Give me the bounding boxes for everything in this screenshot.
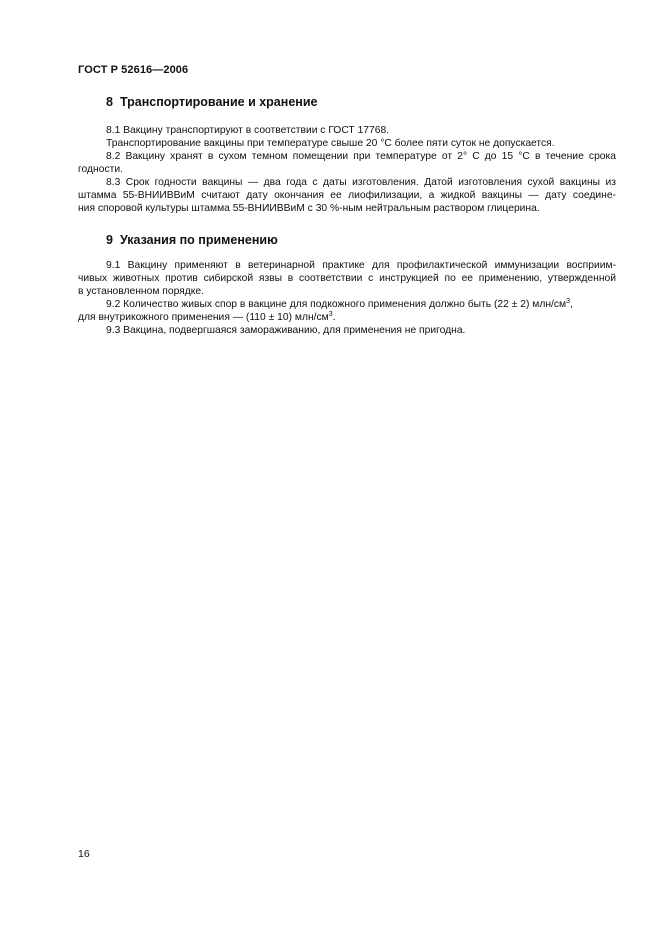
paragraph-9-2-line-2 [78,311,616,324]
paragraph-9-2-text-2: для внутрикожного применения — (110 ± 10) млн/см [78,312,329,323]
paragraph-9-3: 9.3 Вакцина, подвергшаяся замораживанию, для применения не пригодна. [106,325,466,336]
paragraph-8-1: 8.1 Вакцину транспортируют в соответствии с ГОСТ 17768. [106,125,390,136]
section-9-heading [106,233,278,247]
paragraph-8-2-line-1: 8.2 Вакцину хранят в сухом темном помещении при температуре от 2° С до 15 °С в течение срока [106,151,616,162]
section-9-number: 9 [106,233,113,247]
paragraph-8-3-line-3: ния споровой культуры штамма 55-ВНИИВВиМ с 30 %-ным нейтральным раствором глицерина. [78,203,540,214]
paragraph-9-2-period: . [332,312,336,323]
page-number: 16 [78,848,90,860]
paragraph-9-1-line-3: в установленном порядке. [78,286,204,297]
superscript-3: 3 [328,311,333,318]
paragraph-8-1-transport: Транспортирование вакцины при температуре свыше 20 °С более пяти суток не допускается. [106,138,555,149]
paragraph-9-1-line-1: 9.1 Вакцину применяют в ветеринарной практике для профилактической иммунизации восприим- [106,260,616,271]
paragraph-9-2-line-1 [78,298,616,311]
section-8-body [78,124,616,215]
paragraph-8-3-line-2: штамма 55-ВНИИВВиМ считают дату окончания ее лиофилизации, а жидкой вакцины — дату соедине- [78,190,616,201]
standard-header: ГОСТ Р 52616—2006 [78,64,189,76]
section-8-number: 8 [106,95,113,109]
paragraph-9-2-comma: , [570,299,573,310]
section-8-heading [106,95,317,109]
paragraph-8-2-line-2: годности. [78,164,123,175]
section-9-body [78,259,616,337]
section-9-title: Указания по применению [119,233,278,247]
paragraph-9-1-line-2: чивых животных против сибирской язвы в соответствии с инструкцией по ее применению, утвержденной [78,273,616,284]
section-8-title: Транспортирование и хранение [119,95,318,109]
paragraph-8-3-line-1: 8.3 Срок годности вакцины — два года с даты изготовления. Датой изготовления сухой вакцины из [106,177,616,188]
superscript-3: 3 [566,298,571,305]
paragraph-9-2-text-1: 9.2 Количество живых спор в вакцине для подкожного применения должно быть (22 ± 2) млн/см [106,299,567,310]
